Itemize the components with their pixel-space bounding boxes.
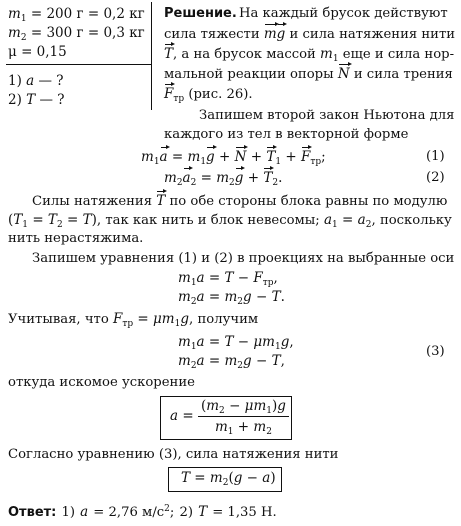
- given-m2: $m_2 = 300$ г = 0,3 кг: [8, 25, 145, 43]
- p7-line1: Согласно уравнению (3), сила натяжения нити: [8, 447, 339, 462]
- find-acceleration: 1) a — ?: [8, 73, 64, 89]
- find-tension: 2) T — ?: [8, 92, 65, 108]
- p1-line5: $F_{тр}$ (рис. 26).: [164, 86, 253, 104]
- answer-line: Ответ: 1) a = 2,76 $м/с^2$; 2) T = 1,35 Н.: [8, 504, 277, 520]
- p4-line1: Запишем уравнения (1) и (2) в проекциях на выбранные оси: [32, 251, 455, 266]
- p3-line3: нить нерастяжима.: [8, 231, 144, 246]
- equation-3-line2: $m_2a = m_2g - T$,: [178, 353, 285, 371]
- p2-line2: каждого из тел в векторной форме: [164, 127, 409, 142]
- equation-3-line1: $m_1a = T - \mu m_1g$,: [178, 334, 294, 352]
- projection-equation-1: $m_1a = T - F_{тр}$,: [178, 270, 278, 288]
- p3-line1: Силы натяжения T по обе стороны блока равны по модулю: [32, 193, 448, 209]
- p1-line2: сила тяжести mg и сила натяжения нити: [164, 26, 456, 42]
- p6-line1: откуда искомое ускорение: [8, 375, 195, 390]
- equation-2: $m_2a_2 = m_2g + T_2$.: [164, 170, 283, 188]
- solution-heading: Решение.: [164, 6, 237, 21]
- equation-3-number: (3): [426, 344, 445, 359]
- equation-1: $m_1a = m_1g + N + T_1 + F_{тр}$;: [141, 149, 326, 167]
- acceleration-formula: a = $\frac{(m_2 - \mu m_1)g}{m_1 + m_2}$: [170, 398, 289, 435]
- given-mu: μ = 0,15: [8, 44, 67, 60]
- p3-line2: $(T_1 = T_2 = T)$, так как нить и блок невесомы; $a_1 = a_2$, поскольку: [8, 212, 452, 230]
- given-vertical-divider: [151, 2, 152, 110]
- p1-line1: На каждый брусок действуют: [239, 6, 448, 21]
- equation-2-number: (2): [426, 170, 445, 185]
- given-divider: [6, 64, 151, 65]
- equation-1-number: (1): [426, 149, 445, 164]
- p1-line3: T, а на брусок массой $m_1$ еще и сила нор-: [164, 46, 455, 64]
- p1-line4: мальной реакции опоры N и сила трения: [164, 66, 453, 82]
- given-m1: $m_1 = 200$ г = 0,2 кг: [8, 6, 145, 24]
- p2-line1: Запишем второй закон Ньютона для: [199, 108, 455, 123]
- p5-line1: Учитывая, что $F_{тр} = \mu m_1g$, получим: [8, 311, 259, 329]
- projection-equation-2: $m_2a = m_2g - T$.: [178, 289, 285, 307]
- tension-formula: $T = m_2(g - a)$: [181, 470, 276, 488]
